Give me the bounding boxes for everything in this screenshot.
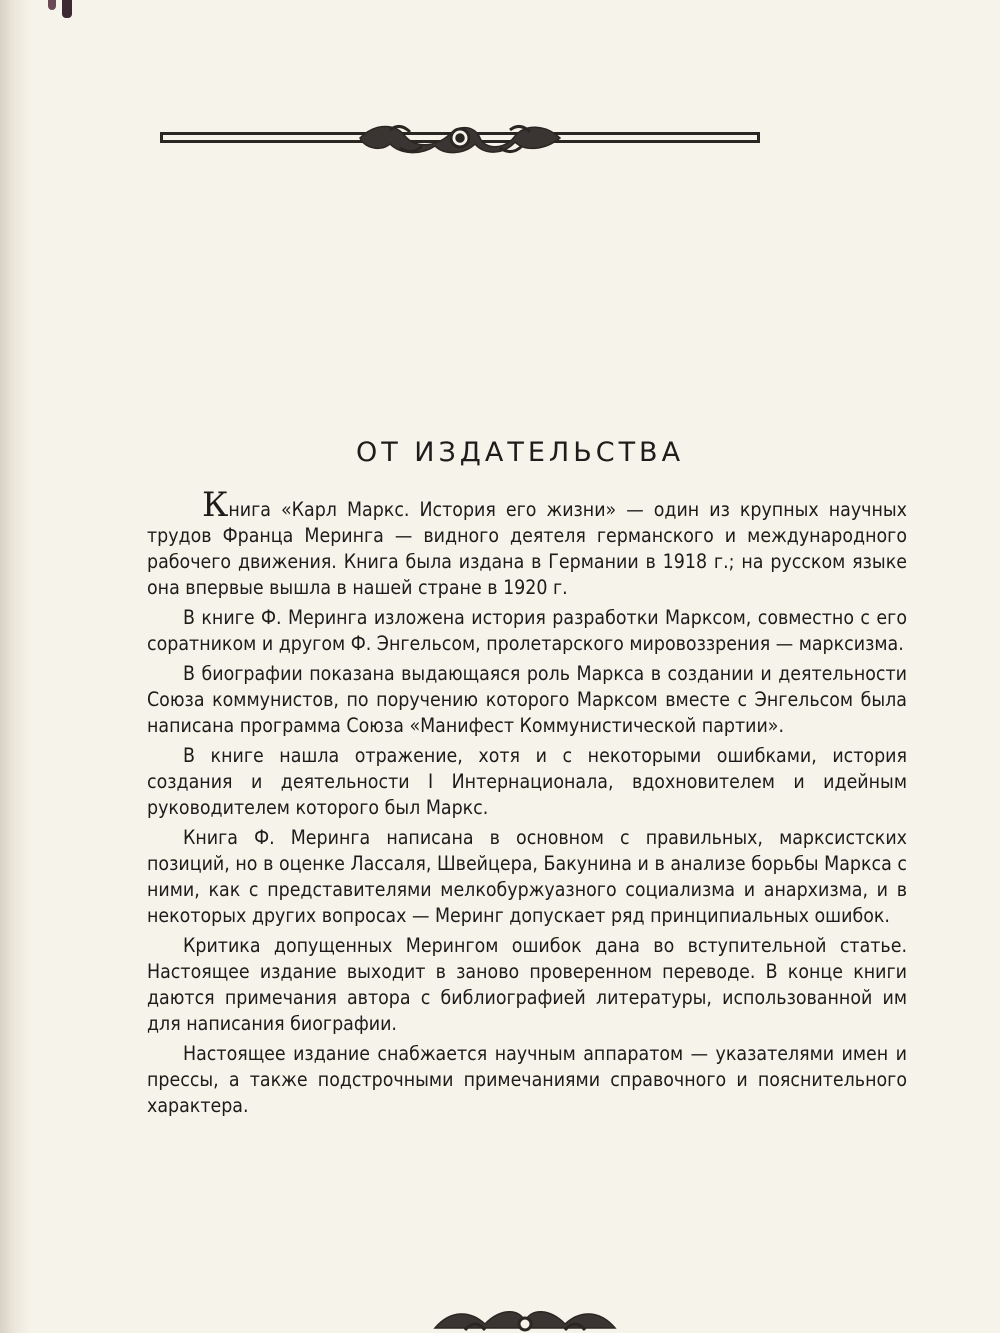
body-text (147, 485, 907, 1123)
top-ornament-icon (160, 118, 760, 160)
paragraph: Настоящее издание снабжается научным аппаратом — указателями имен и прессы, а также подстрочными примечаниями справочного и пояснительного характера. (147, 1042, 907, 1117)
drop-cap: К (202, 485, 229, 525)
book-cover-edge-secondary (48, 0, 56, 10)
bottom-ornament-icon (425, 1300, 625, 1333)
paragraph: В книге нашла отражение, хотя и с некоторыми ошибками, история создания и деятельности I Интернационала, вдохновителем и идейным руководителем которого был Маркс. (147, 744, 907, 819)
paragraph: Книга Ф. Меринга написана в основном с правильных, марксистских позиций, но в оценке Лассаля, Швейцера, Бакунина и в анализе борьбы Маркса с ними, как с представителями мелкобуржуазного социализма и анархизма, и в некоторых других вопросах — Меринг допускает ряд принципиальных ошибок. (147, 826, 907, 927)
book-binding-shadow (0, 0, 30, 1333)
paragraph (147, 485, 907, 601)
book-cover-edge (62, 0, 72, 18)
page-heading: ОТ ИЗДАТЕЛЬСТВА (355, 437, 685, 468)
paragraph-text: нига «Карл Маркс. История его жизни» — один из крупных научных трудов Франца Меринга — видного деятеля германского и международного рабочего движения. Книга была издана в Германии в 1918 г.; на русском языке она впервые вышла в нашей стране в 1920 г. (147, 498, 907, 599)
paragraph: В книге Ф. Меринга изложена история разработки Марксом, совместно с его соратником и другом Ф. Энгельсом, пролетарского мировоззрения — марксизма. (147, 606, 907, 655)
paragraph: Критика допущенных Мерингом ошибок дана во вступительной статье. Настоящее издание выходит в заново проверенном переводе. В конце книги даются примечания автора с библиографией литературы, использованной им для написания биографии. (147, 934, 907, 1035)
paragraph: В биографии показана выдающаяся роль Маркса в создании и деятельности Союза коммунистов, по поручению которого Марксом вместе с Энгельсом была написана программа Союза «Манифест Коммунистической партии». (147, 662, 907, 737)
